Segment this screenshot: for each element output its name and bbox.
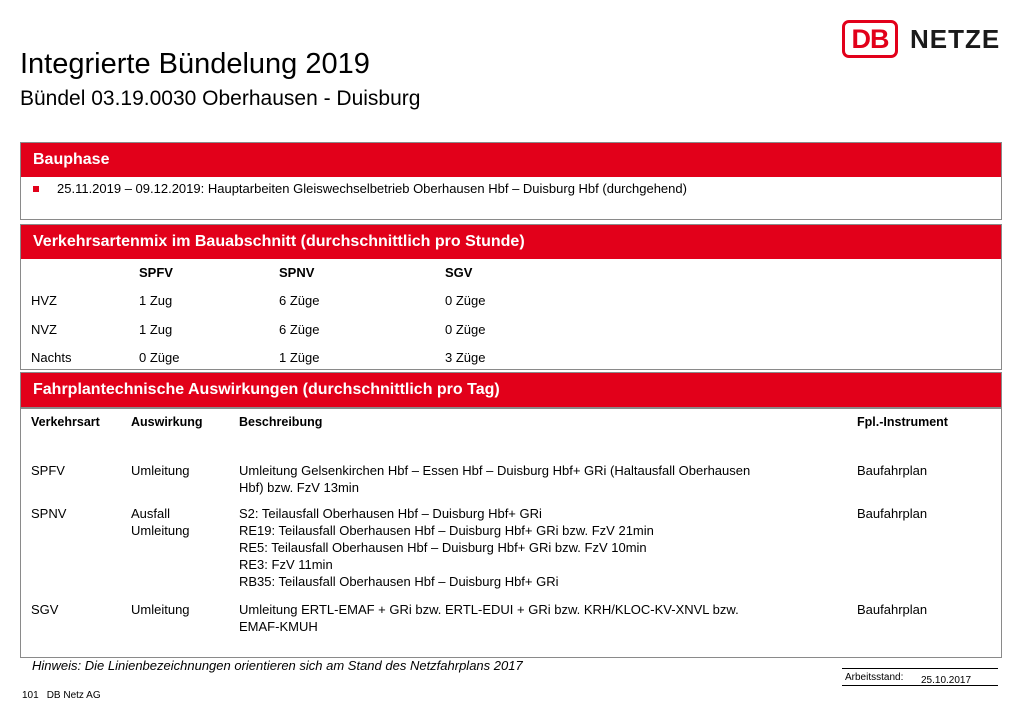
db-logo-text: DB	[851, 23, 889, 54]
fpl-auswirkung-line: Umleitung	[131, 523, 190, 538]
table-row	[21, 322, 1001, 340]
fpl-instrument: Baufahrplan	[857, 602, 928, 617]
fpl-beschreibung-line: RE5: Teilausfall Oberhausen Hbf – Duisburg Hbf+ GRi bzw. FzV 10min	[239, 540, 647, 555]
fpl-beschreibung-line: Umleitung ERTL-EMAF + GRi bzw. ERTL-EDUI + GRi bzw. KRH/KLOC-KV-XNVL bzw.	[239, 602, 739, 617]
fpl-auswirkung	[131, 601, 190, 618]
fpl-col-auswirkung: Auswirkung	[131, 415, 203, 429]
divider	[842, 685, 998, 686]
mix-cell: 1 Zug	[139, 322, 173, 337]
page-title: Integrierte Bündelung 2019	[20, 48, 370, 80]
mix-cell: 6 Züge	[279, 293, 320, 308]
mix-cell: 0 Züge	[445, 322, 486, 337]
fpl-beschreibung-line: Umleitung Gelsenkirchen Hbf – Essen Hbf – Duisburg Hbf+ GRi (Haltausfall Oberhausen	[239, 463, 751, 478]
bauphase-item	[33, 181, 687, 196]
mix-col-spfv: SPFV	[139, 265, 173, 280]
fpl-col-verkehrsart: Verkehrsart	[31, 415, 100, 429]
fahrplan-auswirkungen-panel	[20, 372, 1002, 658]
mix-period: NVZ	[31, 322, 57, 337]
fpl-instrument: Baufahrplan	[857, 463, 928, 478]
fpl-auswirkung-line: Umleitung	[131, 463, 190, 478]
fpl-verkehrsart: SGV	[31, 602, 59, 617]
arbeitsstand-date: 25.10.2017	[921, 675, 972, 686]
bauphase-panel	[20, 142, 1002, 220]
page-subtitle: Bündel 03.19.0030 Oberhausen - Duisburg	[20, 87, 421, 110]
fpl-col-instrument: Fpl.-Instrument	[857, 415, 948, 429]
fpl-beschreibung	[239, 505, 829, 590]
verkehrsartenmix-panel	[20, 224, 1002, 370]
fpl-auswirkung	[131, 505, 190, 539]
divider	[21, 407, 1001, 409]
bauphase-heading: Bauphase	[21, 143, 1001, 177]
mix-period: Nachts	[31, 350, 72, 365]
verkehrsartenmix-heading: Verkehrsartenmix im Bauabschnitt (durchschnittlich pro Stunde)	[21, 225, 1001, 259]
fpl-beschreibung	[239, 462, 829, 496]
table-row	[21, 350, 1001, 368]
fpl-verkehrsart: SPFV	[31, 463, 65, 478]
netze-logo-text: NETZE	[910, 23, 1001, 54]
hint-note: Hinweis: Die Linienbezeichnungen orientieren sich am Stand des Netzfahrplans 2017	[32, 658, 523, 673]
mix-col-spnv: SPNV	[279, 265, 315, 280]
fpl-auswirkung-line: Umleitung	[131, 602, 190, 617]
divider	[842, 668, 998, 669]
fpl-beschreibung	[239, 601, 829, 635]
mix-col-sgv: SGV	[445, 265, 473, 280]
fpl-auswirkung	[131, 462, 190, 479]
fpl-beschreibung-line: EMAF-KMUH	[239, 619, 318, 634]
fpl-beschreibung-line: RE19: Teilausfall Oberhausen Hbf – Duisburg Hbf+ GRi bzw. FzV 21min	[239, 523, 654, 538]
fpl-beschreibung-line: Hbf) bzw. FzV 13min	[239, 480, 359, 495]
fpl-col-beschreibung: Beschreibung	[239, 415, 323, 429]
db-netze-logo	[842, 20, 1000, 58]
mix-cell: 1 Züge	[279, 350, 320, 365]
bauphase-item-text: 25.11.2019 – 09.12.2019: Hauptarbeiten Gleiswechselbetrieb Oberhausen Hbf – Duisburg Hbf (durchgehend)	[57, 181, 687, 196]
mix-cell: 3 Züge	[445, 350, 486, 365]
mix-period: HVZ	[31, 293, 57, 308]
fahrplan-auswirkungen-heading: Fahrplantechnische Auswirkungen (durchschnittlich pro Tag)	[21, 373, 1001, 407]
arbeitsstand-label: Arbeitsstand:	[845, 672, 904, 683]
mix-cell: 0 Züge	[139, 350, 180, 365]
company-name: DB Netz AG	[46, 690, 101, 701]
mix-cell: 0 Züge	[445, 293, 486, 308]
db-logo-mark	[842, 20, 898, 58]
mix-cell: 6 Züge	[279, 322, 320, 337]
fpl-auswirkung-line: Ausfall	[131, 506, 171, 521]
bullet-square-icon	[33, 186, 39, 192]
table-row	[21, 293, 1001, 311]
fpl-beschreibung-line: RE3: FzV 11min	[239, 557, 333, 572]
footer	[22, 690, 109, 701]
fpl-beschreibung-line: RB35: Teilausfall Oberhausen Hbf – Duisburg Hbf+ GRi	[239, 574, 559, 589]
mix-cell: 1 Zug	[139, 293, 173, 308]
fpl-verkehrsart: SPNV	[31, 506, 67, 521]
fpl-instrument: Baufahrplan	[857, 506, 928, 521]
fpl-beschreibung-line: S2: Teilausfall Oberhausen Hbf – Duisburg Hbf+ GRi	[239, 506, 542, 521]
page-number: 101	[22, 690, 39, 701]
mix-header-row	[21, 265, 1001, 283]
